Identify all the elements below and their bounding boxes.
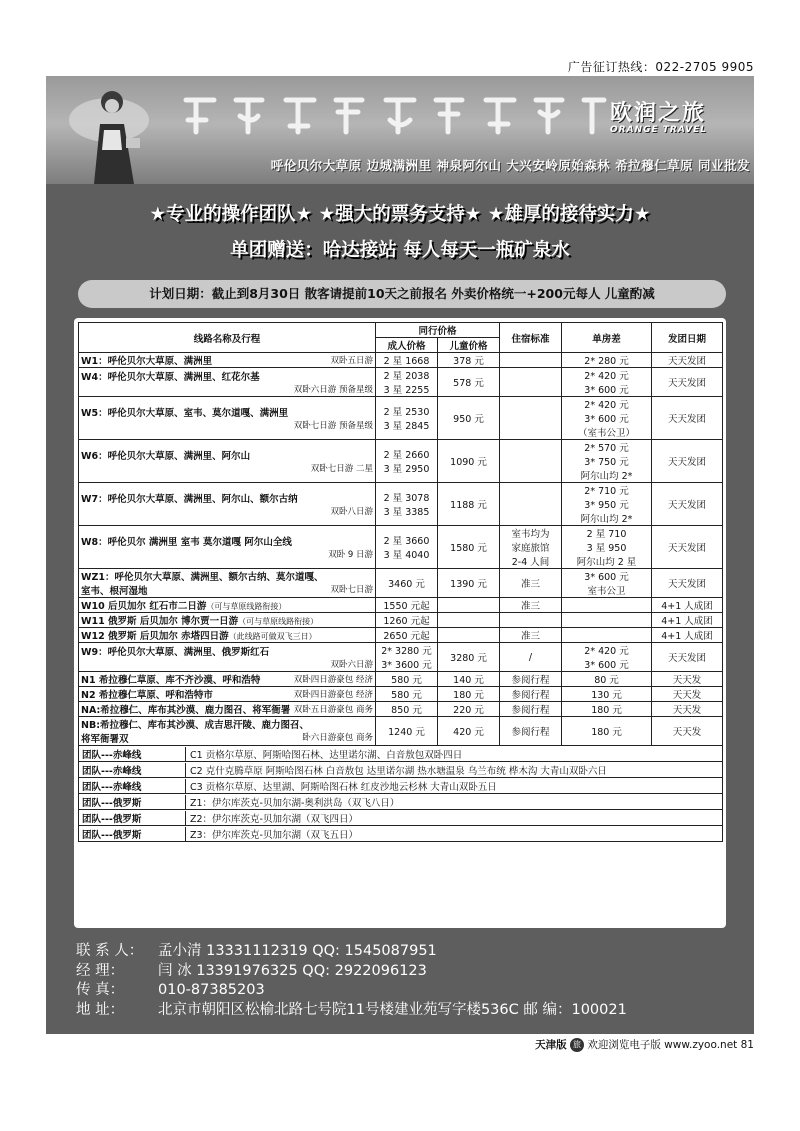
group-desc: C3 贡格尔草原、达里湖、阿斯哈图石林 红皮沙地云杉林 大青山双卧五日 bbox=[190, 781, 497, 793]
route-title: N1 希拉穆仁草原、库不齐沙漠、呼和浩特 bbox=[81, 675, 261, 686]
route-sub: 双卧六日游 预备星级 bbox=[293, 385, 373, 395]
contact-label: 地 址： bbox=[76, 1001, 125, 1018]
route-title: N2 希拉穆仁草原、呼和浩特市 bbox=[81, 690, 213, 701]
contact-value: 北京市朝阳区松榆北路七号院11号楼建业苑写字楼536C 邮 编：100021 bbox=[158, 1001, 627, 1018]
group-row-content bbox=[79, 779, 722, 793]
hotel-cell: 准三 bbox=[500, 569, 562, 598]
table-row bbox=[79, 687, 723, 702]
hotel-cell: 参阅行程 bbox=[500, 672, 562, 687]
route-table-body bbox=[79, 353, 723, 842]
adult-price-cell: 1550 元起 bbox=[376, 598, 438, 613]
route-title: NA:希拉穆仁、库布其沙漠、鹿力图召、将军衙署 bbox=[81, 705, 291, 716]
single-room-cell: 2* 420 元 3* 600 元 bbox=[562, 368, 652, 397]
child-price-cell: 220 元 bbox=[438, 702, 500, 717]
child-price-cell: 1188 元 bbox=[438, 483, 500, 526]
orange-travel-logo bbox=[610, 96, 750, 144]
route-title: W4：呼伦贝尔大草原、满洲里、红花尔基 bbox=[81, 372, 260, 383]
header-single: 单房差 bbox=[562, 323, 652, 353]
hotel-cell bbox=[500, 483, 562, 526]
route-name-cell bbox=[79, 702, 376, 717]
table-row bbox=[79, 672, 723, 687]
hotel-cell bbox=[500, 440, 562, 483]
route-name bbox=[81, 405, 373, 431]
hotel-cell: 参阅行程 bbox=[500, 717, 562, 746]
header-adult: 成人价格 bbox=[376, 338, 438, 353]
group-row-content bbox=[79, 763, 722, 777]
depart-cell: 天天发团 bbox=[652, 353, 723, 368]
table-row bbox=[79, 717, 723, 746]
single-room-cell: 130 元 bbox=[562, 687, 652, 702]
banner bbox=[46, 76, 754, 184]
route-note: （此线路可做双飞三日） bbox=[228, 632, 317, 641]
table-row bbox=[79, 569, 723, 598]
route-price-table bbox=[78, 322, 723, 842]
table-row bbox=[79, 368, 723, 397]
adult-price-cell: 3460 元 bbox=[376, 569, 438, 598]
page-footer bbox=[40, 1037, 754, 1057]
group-label-cell bbox=[79, 762, 723, 778]
plan-date-bar: 计划日期：截止到8月30日 散客请提前10天之前报名 外卖价格统一+200元每人 儿童酌减 bbox=[78, 280, 726, 308]
header-peer-price: 同行价格 bbox=[376, 323, 500, 338]
route-title: NB:希拉穆仁、库布其沙漠、成吉思汗陵、鹿力图召、 bbox=[81, 720, 309, 731]
depart-cell: 天天发团 bbox=[652, 643, 723, 672]
depart-cell: 天天发 bbox=[652, 672, 723, 687]
route-name bbox=[81, 491, 373, 517]
route-title: WZ1：呼伦贝尔大草原、满洲里、额尔古纳、莫尔道嘎、 bbox=[81, 572, 324, 583]
logo-chinese: 欧润之旅 bbox=[610, 101, 707, 126]
logo-english: ORANGE TRAVEL bbox=[610, 125, 708, 135]
route-name-cell bbox=[79, 717, 376, 746]
route-name-cell bbox=[79, 613, 376, 628]
single-room-cell: 2* 280 元 bbox=[562, 353, 652, 368]
route-title: W7：呼伦贝尔大草原、满洲里、阿尔山、额尔古纳 bbox=[81, 494, 298, 505]
adult-price-cell: 1260 元起 bbox=[376, 613, 438, 628]
header-child: 儿童价格 bbox=[438, 338, 500, 353]
single-room-cell: 3* 600 元 室韦公卫 bbox=[562, 569, 652, 598]
zyoo-logo-icon: 旅 bbox=[570, 1038, 584, 1052]
route-table-panel bbox=[74, 318, 726, 928]
route-name bbox=[81, 569, 373, 597]
route-note: （可与草原线路衔接） bbox=[206, 602, 287, 611]
route-name-cell bbox=[79, 526, 376, 569]
single-room-cell: 2 星 710 3 星 950 阿尔山均 2 星 bbox=[562, 526, 652, 569]
contact-row bbox=[76, 981, 756, 1001]
table-row bbox=[79, 628, 723, 643]
route-sub: 双卧七日游 二星 bbox=[310, 464, 373, 474]
table-row bbox=[79, 526, 723, 569]
table-row bbox=[79, 613, 723, 628]
group-label: 团队---俄罗斯 bbox=[79, 827, 186, 841]
route-title: W11 俄罗斯 后贝加尔 博尔贾一日游（可与草原线路衔接） bbox=[81, 616, 319, 627]
child-price-cell: 420 元 bbox=[438, 717, 500, 746]
contact-label: 联 系 人： bbox=[76, 943, 144, 959]
child-price-cell: 140 元 bbox=[438, 672, 500, 687]
single-room-cell bbox=[562, 628, 652, 643]
adult-price-cell: 2* 3280 元 3* 3600 元 bbox=[376, 643, 438, 672]
route-title-cont: 将军衙署双 bbox=[81, 734, 129, 745]
depart-cell: 天天发 bbox=[652, 717, 723, 746]
depart-cell: 4+1 人成团 bbox=[652, 613, 723, 628]
group-row-content bbox=[79, 747, 722, 761]
group-desc: C1 贡格尔草原、阿斯哈图石林、达里诺尔湖、白音敖包双卧四日 bbox=[190, 749, 463, 761]
route-title: W8：呼伦贝尔 满洲里 室韦 莫尔道嘎 阿尔山全线 bbox=[81, 537, 292, 548]
footer-edition: 天津版 bbox=[535, 1039, 567, 1051]
hotel-cell: 准三 bbox=[500, 598, 562, 613]
group-label-cell bbox=[79, 794, 723, 810]
group-desc: Z1：伊尔库茨克-贝加尔湖-奥利洪岛（双飞八日） bbox=[190, 797, 400, 809]
page-number: 81 bbox=[740, 1039, 754, 1051]
route-title: W9：呼伦贝尔大草原、满洲里、俄罗斯红石 bbox=[81, 647, 270, 658]
route-sub: 双卧七日游 bbox=[330, 585, 373, 595]
route-sub: 卧六日游豪包 商务 bbox=[302, 733, 373, 743]
route-sub: 双卧六日游 bbox=[330, 660, 373, 670]
single-room-cell: 180 元 bbox=[562, 717, 652, 746]
group-row bbox=[79, 826, 723, 842]
route-title-cont: 室韦、根河湿地 bbox=[81, 586, 148, 597]
group-label-cell bbox=[79, 826, 723, 842]
route-name bbox=[81, 534, 373, 560]
route-name bbox=[81, 672, 373, 686]
depart-cell: 天天发 bbox=[652, 687, 723, 702]
contact-value: 010-87385203 bbox=[158, 982, 265, 998]
child-price-cell: 180 元 bbox=[438, 687, 500, 702]
group-label-cell bbox=[79, 746, 723, 762]
child-price-cell bbox=[438, 598, 500, 613]
depart-cell: 4+1 人成团 bbox=[652, 628, 723, 643]
single-room-cell: 2* 420 元 3* 600 元 bbox=[562, 643, 652, 672]
header-route: 线路名称及行程 bbox=[79, 323, 376, 353]
route-name bbox=[81, 644, 373, 670]
depart-cell: 天天发团 bbox=[652, 483, 723, 526]
adult-price-cell: 2 星 3078 3 星 3385 bbox=[376, 483, 438, 526]
group-row-content bbox=[79, 827, 722, 841]
child-price-cell: 1090 元 bbox=[438, 440, 500, 483]
adult-price-cell: 2 星 2038 3 星 2255 bbox=[376, 368, 438, 397]
group-label: 团队---赤峰线 bbox=[79, 763, 186, 777]
child-price-cell: 950 元 bbox=[438, 397, 500, 440]
hotel-cell: 室韦均为 家庭旅馆 2-4 人间 bbox=[500, 526, 562, 569]
single-room-cell: 2* 420 元 3* 600 元 （室韦公卫） bbox=[562, 397, 652, 440]
route-title: W5：呼伦贝尔大草原、室韦、莫尔道嘎、满洲里 bbox=[81, 408, 289, 419]
single-room-cell bbox=[562, 598, 652, 613]
footer-text: 欢迎浏览电子版 www.zyoo.net bbox=[587, 1039, 738, 1051]
adult-price-cell: 2 星 2660 3 星 2950 bbox=[376, 440, 438, 483]
depart-cell: 天天发团 bbox=[652, 526, 723, 569]
depart-cell: 天天发团 bbox=[652, 569, 723, 598]
route-sub: 双卧七日游 预备星级 bbox=[293, 421, 373, 431]
child-price-cell bbox=[438, 613, 500, 628]
group-label: 团队---赤峰线 bbox=[79, 779, 186, 793]
table-row bbox=[79, 643, 723, 672]
table-row bbox=[79, 440, 723, 483]
route-name-cell bbox=[79, 628, 376, 643]
table-row bbox=[79, 702, 723, 717]
child-price-cell: 1580 元 bbox=[438, 526, 500, 569]
adult-price-cell: 2 星 2530 3 星 2845 bbox=[376, 397, 438, 440]
single-room-cell: 2* 710 元 3* 950 元 阿尔山均 2* bbox=[562, 483, 652, 526]
adult-price-cell: 2650 元起 bbox=[376, 628, 438, 643]
group-desc: Z3：伊尔库茨克-贝加尔湖（双飞五日） bbox=[190, 829, 358, 841]
route-name bbox=[81, 702, 373, 716]
route-title: W10 后贝加尔 红石市二日游（可与草原线路衔接） bbox=[81, 601, 287, 612]
hotel-cell bbox=[500, 613, 562, 628]
route-name-cell bbox=[79, 368, 376, 397]
route-name-cell bbox=[79, 397, 376, 440]
group-row bbox=[79, 810, 723, 826]
route-name-cell bbox=[79, 440, 376, 483]
child-price-cell: 1390 元 bbox=[438, 569, 500, 598]
contact-label: 传 真： bbox=[76, 982, 125, 998]
hotel-cell bbox=[500, 368, 562, 397]
hotel-cell: / bbox=[500, 643, 562, 672]
route-name-cell bbox=[79, 598, 376, 613]
header-hotel: 住宿标准 bbox=[500, 323, 562, 353]
group-row bbox=[79, 762, 723, 778]
group-label: 团队---俄罗斯 bbox=[79, 811, 186, 825]
route-name-cell bbox=[79, 569, 376, 598]
single-room-cell bbox=[562, 613, 652, 628]
route-sub: 双卧五日游豪包 商务 bbox=[293, 705, 373, 715]
depart-cell: 天天发 bbox=[652, 702, 723, 717]
table-row bbox=[79, 598, 723, 613]
group-label-cell bbox=[79, 778, 723, 794]
route-name bbox=[81, 353, 373, 367]
route-name bbox=[81, 687, 373, 701]
hotel-cell: 参阅行程 bbox=[500, 702, 562, 717]
adult-price-cell: 580 元 bbox=[376, 672, 438, 687]
contact-label: 经 理： bbox=[76, 962, 125, 979]
slogan: ★专业的操作团队★ ★强大的票务支持★ ★雄厚的接待实力★ bbox=[149, 204, 651, 225]
adult-price-cell: 850 元 bbox=[376, 702, 438, 717]
group-row bbox=[79, 746, 723, 762]
route-sub: 双卧 9 日游 bbox=[328, 550, 373, 560]
route-sub: 双卧四日游豪包 经济 bbox=[293, 675, 373, 685]
route-name bbox=[81, 369, 373, 395]
route-name-cell bbox=[79, 672, 376, 687]
route-name-cell bbox=[79, 483, 376, 526]
group-row-content bbox=[79, 811, 722, 825]
adult-price-cell: 1240 元 bbox=[376, 717, 438, 746]
contact-value: 闫 冰 13391976325 QQ: 2922096123 bbox=[158, 962, 427, 979]
group-desc: Z2：伊尔库茨克-贝加尔湖（双飞四日） bbox=[190, 813, 358, 825]
group-desc: C2 克什克腾草原 阿斯哈图石林 白音敖包 达里诺尔湖 热水塘温泉 乌兰布统 桦木沟 大青山双卧六日 bbox=[190, 765, 607, 777]
child-price-cell: 578 元 bbox=[438, 368, 500, 397]
child-price-cell bbox=[438, 628, 500, 643]
table-row bbox=[79, 397, 723, 440]
hotel-cell bbox=[500, 397, 562, 440]
contact-row bbox=[76, 942, 756, 962]
depart-cell: 天天发团 bbox=[652, 440, 723, 483]
route-sub: 双卧四日游豪包 经济 bbox=[293, 690, 373, 700]
adult-price-cell: 2 星 1668 bbox=[376, 353, 438, 368]
route-name bbox=[81, 717, 373, 745]
adult-price-cell: 2 星 3660 3 星 4040 bbox=[376, 526, 438, 569]
hotel-cell: 准三 bbox=[500, 628, 562, 643]
group-row bbox=[79, 778, 723, 794]
group-label-cell bbox=[79, 810, 723, 826]
table-row bbox=[79, 353, 723, 368]
route-sub: 双卧五日游 bbox=[330, 356, 373, 366]
depart-cell: 4+1 人成团 bbox=[652, 598, 723, 613]
group-row-content bbox=[79, 795, 722, 809]
route-title: W1：呼伦贝尔大草原、满洲里 bbox=[81, 356, 213, 367]
adult-price-cell: 580 元 bbox=[376, 687, 438, 702]
gift-line: 单团赠送：哈达接站 每人每天一瓶矿泉水 bbox=[230, 240, 570, 261]
hotel-cell bbox=[500, 353, 562, 368]
route-name-cell bbox=[79, 687, 376, 702]
single-room-cell: 80 元 bbox=[562, 672, 652, 687]
route-sub: 双卧八日游 bbox=[330, 507, 373, 517]
depart-cell: 天天发团 bbox=[652, 397, 723, 440]
route-title: W12 俄罗斯 后贝加尔 赤塔四日游（此线路可做双飞三日） bbox=[81, 631, 317, 642]
contact-row bbox=[76, 1001, 756, 1021]
route-name-cell bbox=[79, 353, 376, 368]
mongolian-dancer-image bbox=[64, 80, 154, 184]
route-name bbox=[81, 448, 373, 474]
contact-block bbox=[76, 942, 756, 1020]
group-label: 团队---俄罗斯 bbox=[79, 795, 186, 809]
ad-hotline: 广告征订热线：022-2705 9905 bbox=[567, 60, 754, 74]
route-name bbox=[81, 628, 373, 642]
header-depart: 发团日期 bbox=[652, 323, 723, 353]
group-row bbox=[79, 794, 723, 810]
hotel-cell: 参阅行程 bbox=[500, 687, 562, 702]
single-room-cell: 2* 570 元 3* 750 元 阿尔山均 2* bbox=[562, 440, 652, 483]
child-price-cell: 378 元 bbox=[438, 353, 500, 368]
ad-frame bbox=[46, 76, 754, 1034]
route-name bbox=[81, 613, 373, 627]
destinations-strip: 呼伦贝尔大草原 边城满洲里 神泉阿尔山 大兴安岭原始森林 希拉穆仁草原 同业批发 bbox=[270, 158, 750, 173]
single-room-cell: 180 元 bbox=[562, 702, 652, 717]
route-note: （可与草原线路衔接） bbox=[238, 617, 319, 626]
route-title: W6：呼伦贝尔大草原、满洲里、阿尔山 bbox=[81, 451, 251, 462]
mongolian-script-decoration bbox=[166, 90, 616, 140]
table-row bbox=[79, 483, 723, 526]
depart-cell: 天天发团 bbox=[652, 368, 723, 397]
route-name-cell bbox=[79, 643, 376, 672]
group-label: 团队---赤峰线 bbox=[79, 747, 186, 761]
route-name bbox=[81, 598, 373, 612]
child-price-cell: 3280 元 bbox=[438, 643, 500, 672]
contact-row bbox=[76, 962, 756, 982]
contact-value: 孟小清 13331112319 QQ: 1545087951 bbox=[158, 943, 437, 959]
